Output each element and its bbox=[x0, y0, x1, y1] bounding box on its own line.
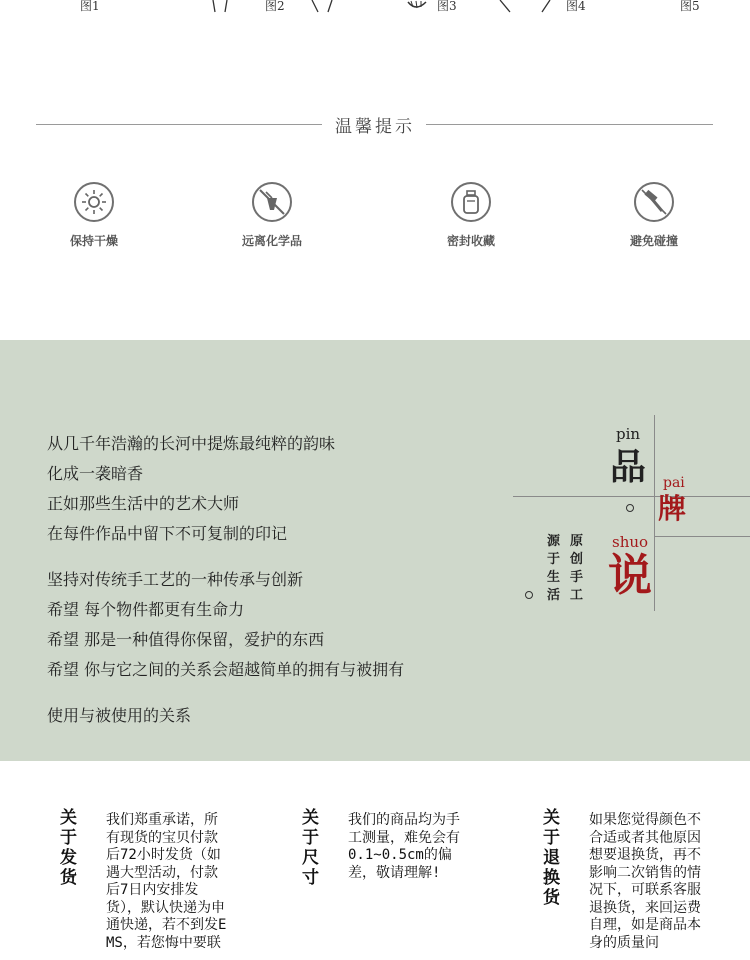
tip-label: 避免碰撞 bbox=[629, 234, 678, 248]
brand-logo bbox=[513, 415, 750, 645]
tip-sealed-storage bbox=[421, 182, 521, 249]
figure-4-sketch bbox=[498, 0, 558, 14]
poem-line: 在每件作品中留下不可复制的印记 bbox=[47, 524, 288, 543]
poem-line: 正如那些生活中的艺术大师 bbox=[47, 494, 240, 513]
figure-2b-sketch bbox=[308, 0, 338, 14]
figure-label-4: 图4 bbox=[566, 0, 586, 13]
policy-text: 如果您觉得颜色不合适或者其他原因想要退换货，再不影响二次销售的情况下，可联系客服退换货，来回运费自理，如是商品本身的质量问 bbox=[589, 812, 701, 951]
tip-label: 密封收藏 bbox=[446, 234, 495, 248]
figure-2-sketch bbox=[205, 0, 245, 14]
poem-line: 从几千年浩瀚的长河中提炼最纯粹的韵味 bbox=[47, 434, 336, 453]
figure-label-3: 图3 bbox=[437, 0, 457, 13]
brand-vertical-line bbox=[654, 415, 655, 611]
brand-dot bbox=[626, 504, 634, 512]
jar-icon bbox=[451, 182, 491, 222]
tip-keep-dry bbox=[44, 182, 144, 249]
sun-icon bbox=[74, 182, 114, 222]
poem-line: 使用与被使用的关系 bbox=[47, 706, 192, 725]
figure-strip bbox=[0, 0, 750, 20]
policy-text: 我们的商品均为手工测量，难免会有0.1~0.5cm的偏差，敬请理解! bbox=[348, 812, 460, 881]
brand-dot-2 bbox=[525, 591, 533, 599]
poem-group-2 bbox=[47, 565, 404, 685]
brand-pai-char: 牌 bbox=[658, 492, 687, 525]
tip-avoid-impact bbox=[604, 182, 704, 249]
policy-text: 我们郑重承诺，所有现货的宝贝付款后72小时发货（如遇大型活动，付款后7日内安排发货），默认快递为申通快递，若不到发EMS，若您悔中要联 bbox=[106, 812, 227, 951]
figure-label-5: 图5 bbox=[680, 0, 700, 13]
brand-pin-roman: pin bbox=[616, 425, 641, 443]
tips-section bbox=[0, 100, 750, 280]
brand-horizontal-line bbox=[513, 496, 750, 497]
brand-horizontal-line-2 bbox=[654, 536, 750, 537]
figure-3-sketch bbox=[406, 0, 430, 14]
poem-group-3 bbox=[47, 701, 191, 731]
policy-title: 关于退换货 bbox=[543, 808, 560, 908]
figure-label-2: 图2 bbox=[265, 0, 285, 13]
figure-label-1: 图1 bbox=[80, 0, 100, 13]
brand-slogan-2: 原创手工 bbox=[570, 534, 584, 603]
brand-shuo-roman: shuo bbox=[612, 533, 649, 551]
poem-line: 化成一袭暗香 bbox=[47, 464, 144, 483]
no-chemicals-icon bbox=[252, 182, 292, 222]
tip-label: 保持干燥 bbox=[69, 234, 118, 248]
brand-shuo-char: 说 bbox=[608, 550, 652, 601]
poem-line: 希望 你与它之间的关系会超越简单的拥有与被拥有 bbox=[47, 660, 405, 679]
tip-label: 远离化学品 bbox=[241, 234, 302, 248]
hammer-icon bbox=[634, 182, 674, 222]
poem-line: 希望 那是一种值得你保留，爱护的东西 bbox=[47, 630, 325, 649]
poem-group-1 bbox=[47, 429, 335, 549]
tips-divider-right bbox=[426, 124, 713, 125]
tip-no-chemicals bbox=[222, 182, 322, 249]
poem-line: 希望 每个物件都更有生命力 bbox=[47, 600, 245, 619]
policy-title: 关于发货 bbox=[60, 808, 77, 888]
brand-pin-char: 品 bbox=[610, 446, 647, 488]
tips-title: 温馨提示 bbox=[335, 117, 415, 137]
brand-pai-roman: pai bbox=[663, 475, 685, 491]
poem-line: 坚持对传统手工艺的一种传承与创新 bbox=[47, 570, 304, 589]
brand-story-panel bbox=[0, 340, 750, 761]
brand-slogan-1: 源于生活 bbox=[547, 534, 561, 603]
policy-title: 关于尺寸 bbox=[302, 808, 319, 888]
